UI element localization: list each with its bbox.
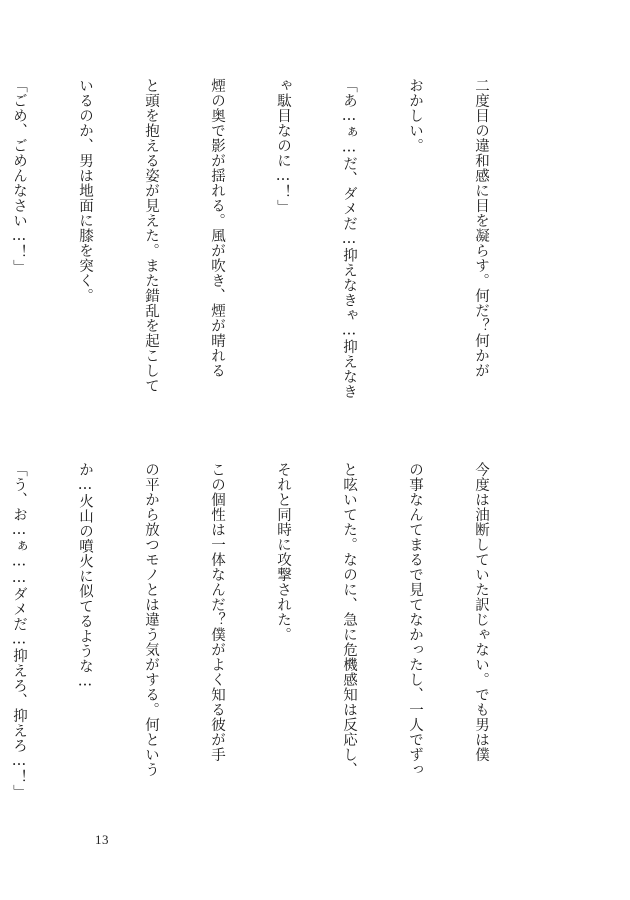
text-line: おかしい。 [407, 78, 423, 153]
text-line: の平から放つモノとは違う気がする。何という [143, 462, 159, 777]
text-line: と頭を抱える姿が見えた。また錯乱を起こして [143, 78, 159, 393]
upper-text-block [0, 78, 536, 448]
text-line: 今度は油断していた訳じゃない。でも男は僕 [473, 462, 489, 762]
text-line: それと同時に攻撃された。 [275, 462, 291, 642]
page-number: 13 [95, 832, 109, 847]
text-line: ゃ駄目なのに…！」 [275, 78, 291, 215]
text-line: この個性は一体なんだ？僕がよく知る彼が手 [209, 462, 225, 762]
lower-text-block [0, 462, 536, 852]
text-line: か…火山の噴火に似てるような… [77, 462, 93, 690]
text-line: いるのか、男は地面に膝を突く。 [77, 78, 93, 303]
text-line: 煙の奥で影が揺れる。風が吹き、煙が晴れる [209, 78, 225, 378]
text-line: 「ごめ、ごめんなさい…！」 [11, 78, 27, 275]
text-line: の事なんてまるで見てなかったし、一人でずっ [407, 462, 423, 777]
text-line: 「あ…ぁ…だ、ダメだ…抑えなきゃ…抑えなき [341, 78, 357, 399]
text-line: と呟いてた。なのに、急に危機感知は反応し、 [341, 462, 357, 777]
text-line: 二度目の違和感に目を凝らす。何だ？何かが [473, 78, 489, 378]
text-line: 「う、お…ぁ……ダメだ…抑えろ、抑えろ…！」 [11, 462, 27, 800]
